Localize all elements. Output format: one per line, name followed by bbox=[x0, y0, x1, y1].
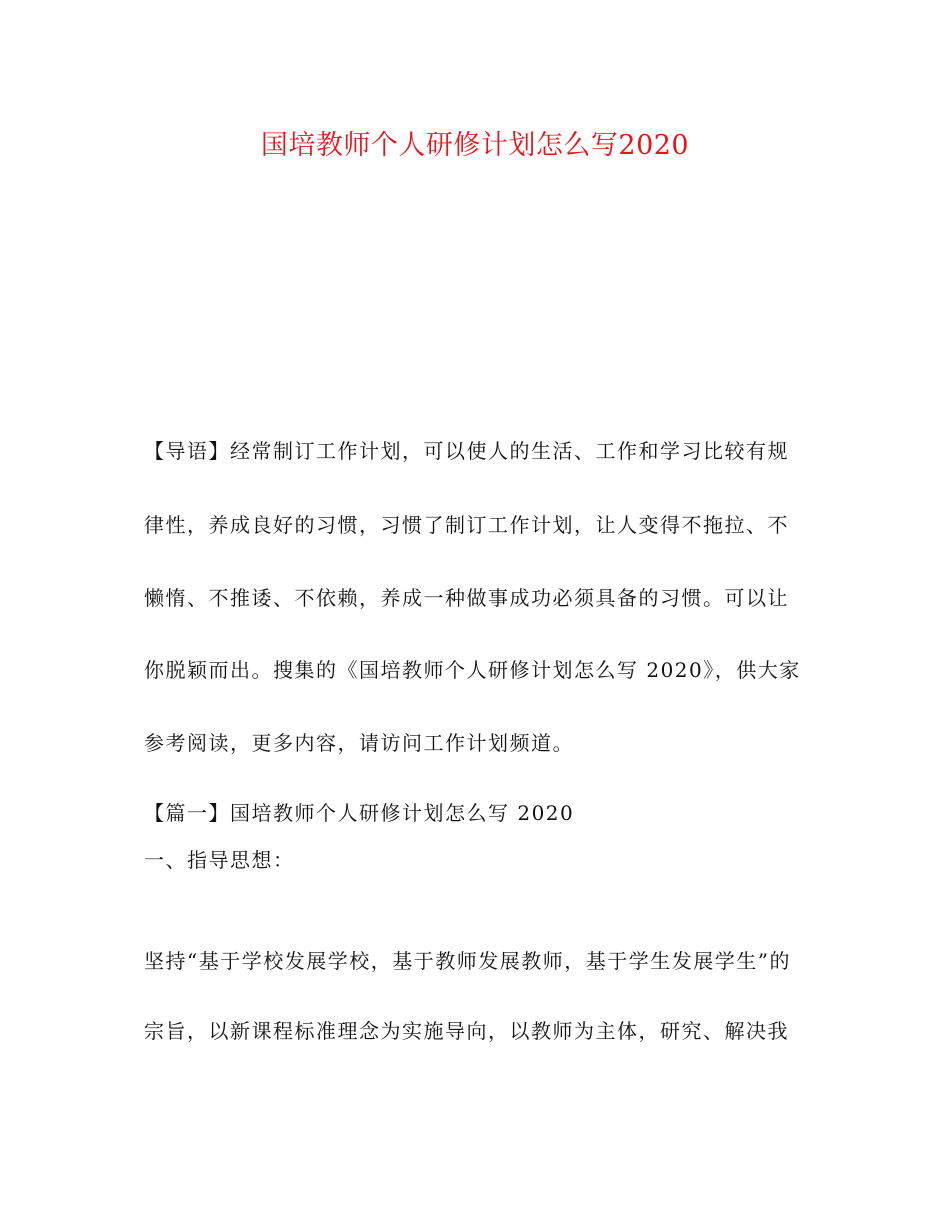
body-line-5: 参考阅读，更多内容，请访问工作计划频道。 bbox=[144, 731, 574, 755]
body-line-8: 坚持“基于学校发展学校，基于教师发展教师，基于学生发展学生”的 bbox=[144, 949, 791, 973]
subsection-heading: 一、指导思想： bbox=[144, 848, 295, 872]
body-line-3: 懒惰、不推诿、不依赖，养成一种做事成功必须具备的习惯。可以让 bbox=[144, 586, 789, 610]
body-line-1: 【导语】经常制订工作计划，可以使人的生活、工作和学习比较有规 bbox=[144, 439, 789, 463]
section-heading: 【篇一】国培教师个人研修计划怎么写 2020 bbox=[144, 801, 575, 825]
body-line-4: 你脱颖而出。搜集的《国培教师个人研修计划怎么写 2020》，供大家 bbox=[144, 658, 801, 682]
body-line-9: 宗旨，以新课程标准理念为实施导向，以教师为主体，研究、解决我 bbox=[144, 1019, 789, 1043]
document-title: 国培教师个人研修计划怎么写2020 bbox=[260, 130, 690, 161]
body-line-2: 律性，养成良好的习惯，习惯了制订工作计划，让人变得不拖拉、不 bbox=[144, 513, 789, 537]
